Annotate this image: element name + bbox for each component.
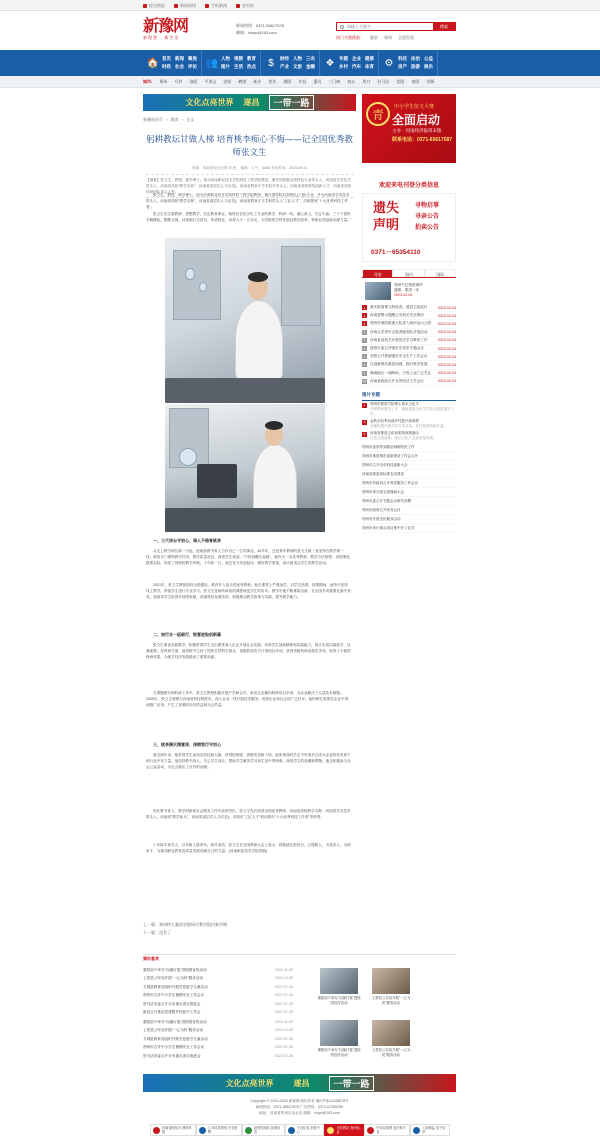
section-heading: 一、三尺讲台守初心，诲人不倦育桃李 (153, 538, 221, 543)
badge-label: 不良信息 举报中心 (296, 1126, 320, 1134)
city-link[interactable]: 洛阳 (189, 79, 198, 84)
breadcrumb-item[interactable]: 教育 (170, 117, 179, 122)
topic-title[interactable]: 河南省推进文化和旅游深度融合 (370, 431, 419, 435)
nav-link[interactable]: 健康 (365, 56, 374, 61)
ad-emblem: 青 (366, 102, 390, 126)
topic-link[interactable]: 郑州市举行重点项目集中开工仪式 (362, 524, 456, 533)
related-item-title[interactable]: 驻马店市委召开全市重点项目推进会 (143, 1053, 201, 1058)
city-link[interactable]: 开封 (174, 79, 183, 84)
main-nav (0, 50, 600, 76)
related-item-title[interactable]: 郑州市召开中小学生暑期安全工作会议 (143, 1045, 205, 1050)
list-item-title[interactable]: 河南省直机关开展党史学习教育工作 (370, 337, 428, 342)
city-link[interactable]: 信阳 (396, 79, 405, 84)
nav-link[interactable]: 生活 (234, 64, 243, 69)
related-item[interactable] (143, 974, 293, 982)
region-tabs (362, 269, 456, 278)
related-image-caption[interactable]: 重阳前夕举办"川瀑灯笔"进校园宣传活动 (317, 996, 361, 1005)
search-icon (340, 25, 344, 29)
nav-link[interactable]: 时政 (162, 64, 171, 69)
nav-group-icon: 🏠 (146, 57, 160, 69)
article-photo (165, 404, 325, 532)
classified-heading: 欢迎来电刊登分类信息 (378, 183, 439, 189)
related-image[interactable] (320, 1020, 358, 1046)
list-item-title[interactable]: 河南大学青年志愿者服务队开展活动 (370, 329, 428, 334)
related-image-caption[interactable]: 上蔡县公安局开展"一心为民"服务活动 (371, 996, 411, 1005)
topic-text (370, 402, 456, 417)
topic-title[interactable]: 金秋丰收季河南乡村振兴新图景 (370, 419, 419, 423)
copyright-text: Copyright © 2010-2018 新豫网 版权所有 豫ICP备12345678号 (250, 1099, 349, 1103)
article-paragraph: 十年树木育学人，百年树人厚家风。面对成绩，张文生在全国教师大会上表示，将继续扎根讲台，立德树人，为党育人、为国育才，为推动职业教育高质量发展贡献自己的力量。(河南职业技术学院供稿) (146, 843, 351, 853)
related-list (143, 966, 293, 1016)
nav-link[interactable]: 房产 (398, 64, 407, 69)
related-item-date: 2022-07-28 (274, 984, 293, 989)
topic-link[interactable]: 郑州市政府召开常务会议 (362, 506, 456, 515)
topic-link[interactable]: 郑州市开展全民健身活动 (362, 515, 456, 524)
hot-keyword[interactable]: 全面发展 (398, 35, 414, 40)
nav-group-icon: 👥 (205, 57, 219, 69)
topic-link[interactable]: 郑州市委召开专题会议研究部署 (362, 497, 456, 506)
topic-title[interactable]: 郑州市教育学院博士周末文化节 (370, 402, 419, 406)
city-link[interactable]: 商丘 (347, 79, 356, 84)
related-item-date: 2022-10-08 (274, 1028, 293, 1033)
list-item-title[interactable]: 洛阳市委召开强化学党史专题会议 (370, 346, 424, 351)
topic-item[interactable] (362, 419, 456, 429)
related-item-title[interactable]: 驻马店市委召开全市重点项目推进会 (143, 1001, 201, 1006)
rank-number: 2 (363, 420, 366, 424)
badge-icon (327, 1127, 334, 1134)
related-item-title[interactable]: 上蔡县公安局开展"一心为民"服务活动 (143, 1028, 204, 1033)
breadcrumb-separator: › (166, 117, 168, 122)
photo-topics-list (362, 402, 456, 533)
city-nav (0, 76, 600, 88)
thumbnail-title[interactable]: 郑州千亿集资事件 (394, 283, 423, 287)
submit-icon (143, 4, 147, 8)
rank-number: 5 (363, 338, 366, 343)
related-item[interactable] (143, 1052, 293, 1060)
article-paragraph: 张文生，教授，理学博士。现为济源职业技术学院材料工程学院教授、兼任国务院双高特色(工程)专业，并为河南省学术技术带头人，河南省高校"教学名师"，河南省高层次人才(C类)，河南省教育厅文学科带头人"工匠人才"，济源国家"十大优秀科技工作者"。 (146, 193, 350, 209)
city-link[interactable]: 焦作 (268, 79, 277, 84)
related-item-date: 2022-07-28 (274, 1036, 293, 1041)
badge-label: 经营性网站 备案信息 (253, 1126, 281, 1134)
tab-domestic[interactable]: 国内 (393, 269, 424, 277)
topic-summary: 各地积极开展丰收节庆活动，乡村旅游持续升温。 (370, 424, 447, 428)
related-item-title[interactable]: 重阳前夕举办"川瀑灯笔"进校园宣传活动 (143, 1020, 207, 1024)
related-item-date: 2022-07-28 (274, 993, 293, 998)
prev-article-link[interactable]: 上一篇：郑州特大暴雨学院研讨教学组内新学期 (143, 922, 227, 927)
list-item-date: 2023-02-04 (437, 362, 456, 367)
related-item-date: 2022-10-08 (274, 976, 293, 981)
rank-number: 1 (363, 305, 366, 310)
city-link[interactable]: 驻马店 (377, 79, 390, 84)
related-image[interactable] (372, 1020, 410, 1046)
rank-number: 6 (363, 346, 366, 351)
list-item-date: 2023-02-04 (437, 354, 456, 359)
topic-link[interactable]: 郑州市民政局召开养老服务工作会议 (362, 479, 456, 488)
nav-group (320, 50, 379, 76)
topic-link[interactable]: 河南省推进高标准农田建设 (362, 470, 456, 479)
nav-link[interactable]: 视频 (234, 56, 243, 61)
list-item[interactable] (362, 353, 456, 361)
related-item-date: 2022-11-03 (274, 968, 293, 972)
list-item[interactable] (362, 329, 456, 337)
teacher-hair (248, 272, 268, 282)
thumbnail-caption (394, 283, 423, 298)
related-item[interactable] (143, 1008, 293, 1016)
nav-link[interactable]: 三农 (306, 56, 315, 61)
footer-badge[interactable] (196, 1124, 242, 1136)
article-paragraph: 最近两年来，他带领学生参加各类技能大赛，获得国家级、省级奖项数十项。他所指导的学生中有很多已成为企业的技术骨干和行业中坚力量。他坚持教书育人，关心学生成长，帮助学生解决学习和生活中的困难，深受学生的爱戴和尊敬。他还积极参与社会公益活动，为社会做出了应有的贡献。 (146, 753, 351, 769)
nav-link[interactable]: 乡村 (339, 64, 348, 69)
related-item[interactable] (143, 1026, 293, 1034)
search-box (336, 22, 456, 31)
breadcrumb-separator: › (181, 117, 184, 122)
related-item-date: 2022-07-28 (274, 1009, 293, 1014)
related-image-caption[interactable]: 重阳前夕举办"川瀑灯笔"进校园宣传活动 (317, 1048, 361, 1057)
search-input[interactable] (337, 23, 433, 30)
nav-group-links (162, 56, 197, 70)
city-link[interactable]: 周口 (362, 79, 371, 84)
phone-icon (174, 4, 178, 8)
footer-badge[interactable] (324, 1124, 364, 1136)
badge-icon (367, 1127, 374, 1134)
banner-text: 文化点亮世界 (185, 97, 234, 107)
related-item[interactable] (143, 1018, 293, 1026)
footer-badge[interactable] (364, 1124, 410, 1136)
search-button[interactable]: 搜索 (433, 23, 455, 30)
lab-shelf (281, 246, 321, 326)
city-link[interactable]: 鹤壁 (238, 79, 247, 84)
section-heading: 三、桃李满天情意深，深耕笃行守初心 (153, 742, 221, 747)
topbar-link[interactable]: 提交简报 (143, 3, 165, 9)
nav-group (261, 50, 320, 76)
rank-number: 2 (363, 313, 366, 318)
nav-group (202, 50, 261, 76)
topic-summary: 开展教育督导工作，继续推进全市学生综合素质提升工作。 (370, 407, 454, 416)
nav-link[interactable]: 新闻 (175, 56, 184, 61)
list-item-date: 2023-02-04 (437, 313, 456, 318)
related-item-title[interactable]: 方城县教育局组织开展关爱留守儿童活动 (143, 1036, 208, 1041)
list-item-date: 2023-02-04 (437, 321, 456, 326)
thumbnail-subtitle: 通报：要进一步 (394, 288, 420, 292)
ad-headline: 全面启动 (392, 113, 441, 127)
related-item-title[interactable]: 方城县教育局组织开展关爱留守儿童活动 (143, 984, 208, 989)
village-icon (236, 4, 240, 8)
notice-item: 寻物启事 (415, 203, 440, 209)
nav-group-links (280, 56, 315, 70)
related-item-title[interactable]: 郑州市召开中小学生暑期安全工作会议 (143, 993, 205, 998)
list-item[interactable] (362, 345, 456, 353)
article-paragraph: 因在教书育人、教学科研和社会服务工作中成绩突出，张文生先后获得全国优秀教师、河南省高校教学名师、河南省学术技术带头人、河南省"教学标兵"、河南省高层次人才(C类)、济源市"工匠人才"和济源市"十大优秀科技工作者"等荣誉。 (146, 809, 351, 819)
hotline-text: 新闻热线：0371-55617578 (236, 23, 285, 28)
banner-text: 遂昌 (293, 1077, 310, 1088)
related-item[interactable] (143, 1035, 293, 1043)
list-item-date: 2023-02-04 (437, 346, 456, 351)
teacher-hair (265, 421, 283, 430)
lab-bench (165, 378, 325, 403)
top-bar (0, 0, 600, 11)
footer-badge[interactable] (150, 1124, 196, 1136)
nav-link[interactable]: 人物 (221, 56, 230, 61)
city-link[interactable]: 濮阳 (283, 79, 292, 84)
site-logo[interactable] (143, 17, 201, 47)
nav-link[interactable]: 首页 (162, 56, 171, 61)
topic-item[interactable] (362, 431, 456, 441)
list-item-title[interactable]: 豫南地区一场降雨，引发公众广泛关注 (370, 370, 432, 375)
nav-link[interactable]: 旅游 (411, 64, 420, 69)
tab-international[interactable]: 国际 (425, 269, 456, 277)
rank-number: 9 (363, 371, 366, 376)
lab-flask (185, 268, 195, 280)
ad-phone: 联系电话：0371-65617587 (392, 137, 453, 143)
article-title: 躬耕教坛甘做人梯 培育桃李痴心不悔——记全国优秀教师张文生 (146, 135, 353, 158)
hot-keywords-label: 热门关键搜索： (336, 35, 364, 40)
list-item-date: 2023-02-04 (437, 338, 456, 343)
topic-link[interactable]: 郑州市委领导到基层调研防汛工作 (362, 443, 456, 452)
topic-summary: 打造文旅品牌，推动文化产业高质量发展。 (370, 436, 437, 440)
lab-shelf (173, 250, 221, 320)
lab-machine (197, 464, 237, 498)
nav-link[interactable]: 娱乐 (424, 64, 433, 69)
nav-link[interactable]: 专题 (339, 56, 348, 61)
rank-number: 3 (363, 321, 366, 326)
rank-number: 8 (363, 362, 366, 367)
nav-link[interactable]: 法治 (411, 56, 420, 61)
topic-text (370, 431, 437, 441)
footer (143, 1098, 456, 1116)
article-paragraph: 张文生重视实践教学，积极带领学生走出课堂深入企业开展社会实践，培养学生创新精神和实践能力，真正实现以赛促学、以赛促教。在科研方面，他申报并主持了国家自然科学基金、省级科技攻关计划项目多项，获得省级科研成果奖多项，取得了丰硕的科研成果，为地方经济发展做出了重要贡献。 (146, 643, 351, 659)
news-ranking-list (362, 304, 456, 386)
article-photo (165, 238, 325, 403)
nav-link[interactable]: 教育 (247, 56, 256, 61)
list-item[interactable] (362, 370, 456, 378)
news-thumbnail[interactable] (365, 282, 391, 300)
topic-link[interactable]: 郑州市召开全市科技创新大会 (362, 461, 456, 470)
topic-link[interactable]: 郑州市举办第五届豫商大会 (362, 488, 456, 497)
list-item-title[interactable]: 重庆旅客乘飞机检查，退役卫检放行 (370, 305, 428, 310)
city-link[interactable]: 新乡 (253, 79, 262, 84)
ad-text: 主办：河南经济报周末版 (392, 128, 442, 133)
list-item-title[interactable]: 郑州市消防救援大队进入黄河金山公园 (370, 321, 432, 326)
city-link[interactable]: 南阳 (411, 79, 420, 84)
related-title: 猜你喜欢 (143, 956, 159, 961)
nav-link[interactable]: 人物 (293, 56, 302, 61)
article-meta: 来源：河南省经济日报 作者： 编辑：人气：5856 发布时间：2024-09-11 (191, 166, 308, 170)
related-image-caption[interactable]: 上蔡县公安局开展"一心为民"服务活动 (371, 1048, 411, 1057)
badge-icon (245, 1127, 252, 1134)
photo-topics-title: 图片专题 (362, 392, 456, 401)
nav-link[interactable]: 文旅 (293, 64, 302, 69)
classified-phone: 0371－65354110 (371, 249, 421, 256)
tab-henan[interactable]: 河南 (362, 269, 393, 277)
topic-item[interactable] (362, 402, 456, 417)
city-link[interactable]: 平顶山 (204, 79, 217, 84)
nav-group (379, 50, 438, 76)
list-item[interactable] (362, 361, 456, 369)
related-item-date: 2022-07-28 (274, 1045, 293, 1050)
related-list (143, 1018, 293, 1060)
footer-ad-banner[interactable] (143, 1074, 456, 1092)
breadcrumb-home[interactable]: 新豫网首页 (143, 117, 163, 122)
list-item[interactable] (362, 337, 456, 345)
city-link[interactable]: 三门峡 (328, 79, 341, 84)
lost-notice-title: 遗失声明 (373, 201, 400, 233)
ad-banner[interactable] (143, 94, 356, 111)
city-nav-label: 城市: (143, 79, 153, 84)
badge-label: 中国互联网 违法和不良 (376, 1126, 406, 1134)
city-link[interactable]: 漯河 (313, 79, 322, 84)
notice-item: 拍卖公告 (415, 225, 440, 231)
breadcrumb-current: 正文 (186, 117, 195, 122)
nav-link[interactable]: 公益 (424, 56, 433, 61)
ad-text: 中小学生征文大赛 (394, 104, 435, 110)
article-summary: 【摘要】张文生，教授、理学博士。现为河南职业技术学院材料工程学院教授，兼任国家级双高特色专业带头人、河南省学术技术带头人，河南省高校"教学名师"，河南省高层次人才(C类)，河南省教育厅学术技术带头人，河南省高校科技创新人才，河南省高校科研团队带头人等。 (146, 174, 354, 198)
rank-number: 1 (363, 403, 366, 407)
badge-label: 河南省网信办 网络举报 (162, 1126, 192, 1134)
nav-link[interactable]: 体育 (365, 64, 374, 69)
hot-keywords (336, 35, 414, 41)
nav-link[interactable]: 金融 (306, 64, 315, 69)
badge-icon (288, 1127, 295, 1134)
badge-label: 公共信息网络 安全报警 (207, 1126, 238, 1134)
topbar-link[interactable]: 新闻热线 (174, 3, 196, 9)
hot-keyword[interactable]: 郑州 (384, 35, 392, 40)
header (0, 11, 600, 50)
related-item[interactable] (143, 991, 293, 999)
list-item[interactable] (362, 312, 456, 320)
logo-subtitle: 新理想 · 新生活 (143, 35, 180, 40)
lab-flask (199, 282, 207, 292)
topbar-link[interactable]: 手机新闻 (205, 3, 227, 9)
nav-link[interactable]: 产业 (280, 64, 289, 69)
related-item[interactable] (143, 983, 293, 991)
thumbnail-date: 2023-02-04 (394, 293, 413, 297)
list-item-title[interactable]: 安阳召开系统强化安全生产工作会议 (370, 354, 428, 359)
mobile-icon (205, 4, 209, 8)
badge-label: 可信网站 身份验证 (336, 1126, 360, 1134)
list-item[interactable] (362, 320, 456, 328)
teacher-figure (235, 300, 283, 380)
city-link[interactable]: 郑州 (159, 79, 168, 84)
topic-link[interactable]: 郑州市推进城市更新建设工作会召开 (362, 452, 456, 461)
badge-icon (199, 1127, 206, 1134)
city-link[interactable]: 许昌 (298, 79, 307, 84)
badge-label: 工商网监 电子标识 (422, 1126, 446, 1134)
rank-number: 4 (363, 330, 366, 335)
rank-number: 7 (363, 354, 366, 359)
lost-notice-items (415, 201, 439, 234)
footer-badge[interactable] (242, 1124, 285, 1136)
related-item-date: 2022-11-03 (274, 1020, 293, 1024)
banner-text: 一带一路 (269, 95, 313, 110)
hot-keyword[interactable]: 脱贫 (370, 35, 378, 40)
related-item-date: 2022-07-28 (274, 1001, 293, 1006)
nav-link[interactable]: 企业 (352, 56, 361, 61)
section-heading: 二、知行合一砥砺行，锐意进取创新篇 (153, 632, 221, 637)
article-paragraph: 在课题研究和科研工作中，张文生教授积极开展产学研合作，承担企业横向科研项目多项，为企业解决了大量技术难题。2020年，张文生被聘为河南省科技特派员，深入企业一线开展技术服务，受到企业和社会的广泛好评。他的研究成果在企业中得到推广应用，产生了显著的经济效益和社会效益。 (146, 691, 349, 707)
related-image[interactable] (320, 968, 358, 994)
banner-text: 文化点亮世界 (225, 1077, 274, 1088)
breadcrumb (143, 117, 196, 123)
header-info (236, 22, 284, 36)
footer-contact: 新闻热线：0371-55617578 广告热线：0371-67200299 (255, 1105, 344, 1109)
contest-ad[interactable] (362, 94, 456, 163)
nav-group-icon: ❖ (325, 57, 335, 69)
list-item[interactable] (362, 304, 456, 312)
banner-text: 一带一路 (329, 1076, 373, 1091)
classified-ad[interactable] (362, 193, 456, 262)
badge-icon (413, 1127, 420, 1134)
article-paragraph: 从走上教书岗位那一天起，他就将教书育人当作自己一生的事业。30多年，还是青年教师的张文生就一直坚持在教学第一线，承担多门课程教学任务，教学质量优良，深受学生欢迎。"不待扬鞭自奋蹄"，他作为一名优秀教师，教学方法独特，讲授理论联系实际，形成了独特的教学风格。十年如一日，他总在天亮前起床，做好教学准备，设计最适合学生的教学活动。 (146, 549, 350, 565)
lab-flask (179, 448, 197, 466)
footer-address: 地址：河南省郑州市金水区 邮箱：xinyu@163.com (259, 1111, 340, 1115)
list-item-title[interactable]: 河南省警示提醒公安机关安全情况 (370, 313, 424, 318)
nav-link[interactable]: 科技 (398, 56, 407, 61)
list-item-date: 2023-02-04 (437, 379, 456, 384)
related-item[interactable] (143, 1043, 293, 1051)
banner-text: 遂昌 (243, 97, 260, 107)
footer-badges (150, 1124, 450, 1136)
rank-number: 3 (363, 432, 366, 436)
city-link[interactable]: 济源 (426, 79, 435, 84)
footer-badge[interactable] (285, 1124, 325, 1136)
city-link[interactable]: 安阳 (223, 79, 232, 84)
article-paragraph: 张文生在注重教研，思想教学，坚定教育事业，始终站在化学化工专业的教学、科研一线，潜心育人，矢志不渝。三十个春秋辛勤耕耘，默默无闻，诗意地行走讲台，传道授业，培养人才一万余名，为学院的学科发展及教学改革，科研业绩创新贡献力量。 (146, 212, 351, 222)
lab-bench (165, 508, 325, 532)
nav-group-links (398, 56, 433, 70)
list-item-title[interactable]: 以创新推动基层治理，践行科学发展 (370, 362, 428, 367)
nav-group (143, 50, 202, 76)
list-item-title[interactable]: 河南省政府召开全省经济工作会议 (370, 378, 424, 383)
related-item[interactable] (143, 966, 293, 974)
next-article-link[interactable]: 下一篇：没有了 (143, 930, 171, 935)
related-item-title[interactable]: 重阳前夕举办"川瀑灯笔"进校园宣传活动 (143, 968, 207, 972)
related-item[interactable] (143, 1000, 293, 1008)
article-paragraph: 2021年，张文生教授面向全国遴选，推荐并入选全国优秀教师。他在课堂上严谨治学，对学生热情。疫情期间，他每天坚持线上教学，带领学生进行专业学习。张文生老师所承担的课程深受学生的好评。教学中他不断推陈出新，在全国多项重要比赛中获奖。他指导学生取得多项国家级、省级科技竞赛奖项，积极推动教学改革与实践，提升教学能力。 (146, 583, 351, 599)
related-image[interactable] (372, 968, 410, 994)
rank-number: 10 (362, 379, 367, 384)
nav-group-icon: ⚙ (384, 57, 394, 69)
nav-link[interactable]: 财经 (280, 56, 289, 61)
notice-item: 寻亲公告 (415, 214, 440, 220)
related-divider (143, 954, 456, 955)
nav-link[interactable]: 汽车 (352, 64, 361, 69)
email-text: 邮箱：xinyu@163.com (236, 30, 277, 35)
related-item-title[interactable]: 新县召开基层党建暨乡村振兴工作会 (143, 1009, 201, 1014)
badge-icon (153, 1127, 160, 1134)
nav-link[interactable]: 评论 (188, 64, 197, 69)
nav-link[interactable]: 社会 (175, 64, 184, 69)
list-item-date: 2023-02-04 (437, 330, 456, 335)
footer-badge[interactable] (410, 1124, 450, 1136)
list-item-date: 2023-02-04 (437, 305, 456, 310)
related-item-title[interactable]: 上蔡县公安局开展"一心为民"服务活动 (143, 976, 204, 981)
teacher-figure (253, 444, 297, 514)
logo-title: 新豫网 (143, 16, 189, 35)
list-item-date: 2023-02-04 (437, 371, 456, 376)
nav-group-links (221, 56, 256, 70)
related-item-date: 2022-07-28 (274, 1053, 293, 1058)
topic-text (370, 419, 447, 429)
topbar-link[interactable]: 农村站 (236, 3, 254, 9)
nav-group-icon: $ (268, 57, 274, 69)
list-item[interactable] (362, 378, 456, 386)
nav-link[interactable]: 聚焦 (188, 56, 197, 61)
nav-group-links (339, 56, 374, 70)
nav-link[interactable]: 图片 (221, 64, 230, 69)
nav-link[interactable]: 热点 (247, 64, 256, 69)
